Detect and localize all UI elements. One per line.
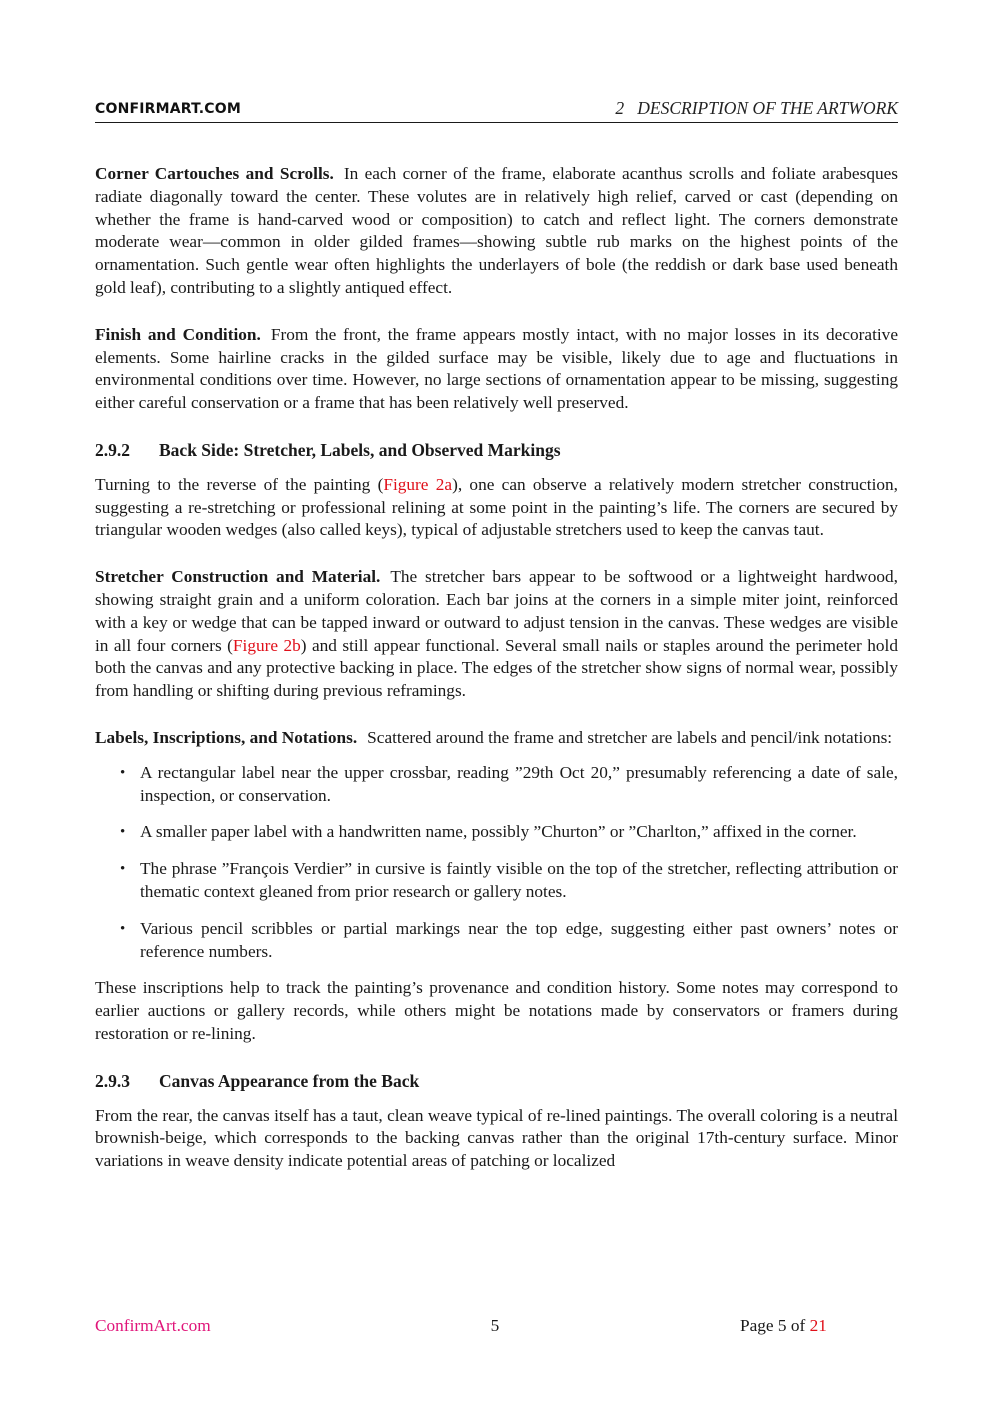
paragraph-text: In each corner of the frame, elaborate acanthus scrolls and foliate arabesques radiate diagonally toward the center. These volutes are in relatively high relief, carved or cast (depending on whether the frame is hand-carved wood or composition) to catch and reflect light. The corners demonstrate moderate wear—common in older gilded frames—showing subtle rub marks on the highest points of the ornamentation. Such gentle wear often highlights the underlayers of bole (the reddish or dark base used beneath gold leaf), contributing to a slightly antiqued effect. [95, 164, 898, 297]
paragraph-stretcher-construction [95, 566, 898, 703]
paragraph-text: Scattered around the frame and stretcher are labels and pencil/ink notations: [367, 727, 893, 747]
subsection-title: Back Side: Stretcher, Labels, and Observed Markings [159, 439, 561, 460]
footer-page-number: 5 [490, 1316, 500, 1335]
running-section-title: 2 DESCRIPTION OF THE ARTWORK [615, 98, 898, 118]
paragraph-labels-inscriptions [95, 727, 898, 750]
list-item: • The phrase ”François Verdier” in cursive is faintly visible on the top of the stretcher, reflecting attribution or thematic context gleaned from prior research or gallery notes. [140, 858, 898, 904]
page-header [95, 98, 898, 123]
footer-page-of [740, 1316, 827, 1336]
paragraph-text: ), one can observe a relatively modern stretcher construction, suggesting a re-stretching or professional relining at some point in the painting’s life. The corners are secured by triangular wooden wedges (also called keys), typical of adjustable stretchers used to keep the canvas taut. [95, 474, 899, 540]
run-in-heading: Corner Cartouches and Scrolls. [95, 164, 334, 183]
list-item: • A smaller paper label with a handwritten name, possibly ”Churton” or ”Charlton,” affixed in the corner. [140, 821, 898, 844]
paragraph-back-intro [95, 474, 898, 542]
subsection-heading-2-9-3 [95, 1070, 898, 1093]
list-item: • Various pencil scribbles or partial markings near the top edge, suggesting either past owners’ notes or reference numbers. [140, 918, 898, 964]
paragraph-canvas-back: From the rear, the canvas itself has a taut, clean weave typical of re-lined paintings. The overall coloring is a neutral brownish-beige, which corresponds to the backing canvas rather than the original 17th-century surface. Minor variations in weave density indicate potential areas of patching or localized [95, 1105, 898, 1171]
subsection-heading-2-9-2 [95, 439, 898, 462]
paragraph-corner-cartouches [95, 163, 898, 300]
run-in-heading: Labels, Inscriptions, and Notations. [95, 727, 358, 747]
figure-2a-link[interactable]: Figure 2a [383, 474, 453, 494]
footer-site-link[interactable]: ConfirmArt.com [95, 1316, 211, 1335]
run-in-heading: Stretcher Construction and Material. [95, 567, 381, 587]
site-logo: CONFIRMART.COM [95, 101, 242, 117]
paragraph-text: Turning to the reverse of the painting ( [95, 474, 384, 494]
list-item: • A rectangular label near the upper crossbar, reading ”29th Oct 20,” presumably referencing a date of sale, inspection, or conservation. [140, 762, 898, 808]
subsection-number: 2.9.2 [95, 439, 130, 460]
paragraph-text: ) and still appear functional. Several small nails or staples around the perimeter hold both the canvas and any protective backing in place. The edges of the stretcher show signs of normal wear, possibly from handling or shifting during previous reframings. [95, 635, 898, 701]
page-body [95, 163, 898, 1197]
inscriptions-list [95, 762, 898, 964]
figure-2b-link[interactable]: Figure 2b [232, 635, 301, 655]
subsection-title: Canvas Appearance from the Back [159, 1070, 420, 1091]
page-of-label: Page 5 of [740, 1316, 810, 1335]
page-footer [95, 1316, 898, 1338]
run-in-heading: Finish and Condition. [95, 324, 261, 344]
subsection-number: 2.9.3 [95, 1070, 130, 1091]
paragraph-inscriptions-closing: These inscriptions help to track the painting’s provenance and condition history. Some notes may correspond to earlier auctions or gallery records, while others might be notations made by conservators or framers during restoration or re-lining. [95, 978, 898, 1043]
paragraph-finish-condition [95, 324, 898, 415]
paragraph-text: From the front, the frame appears mostly intact, with no major losses in its decorative elements. Some hairline cracks in the gilded surface may be visible, likely due to age and fluctuations in environmental conditions over time. However, no large sections of ornamentation appear to be missing, suggesting either careful conservation or a frame that has been relatively well preserved. [95, 324, 898, 413]
paragraph-text: The stretcher bars appear to be softwood or a lightweight hardwood, showing straight grain and a uniform coloration. Each bar joins at the corners in a simple miter joint, reinforced with a key or wedge that can be tapped inward or outward to adjust tension in the canvas. These wedges are visible in all four corners ( [95, 567, 898, 655]
total-pages-link[interactable]: 21 [809, 1316, 827, 1335]
